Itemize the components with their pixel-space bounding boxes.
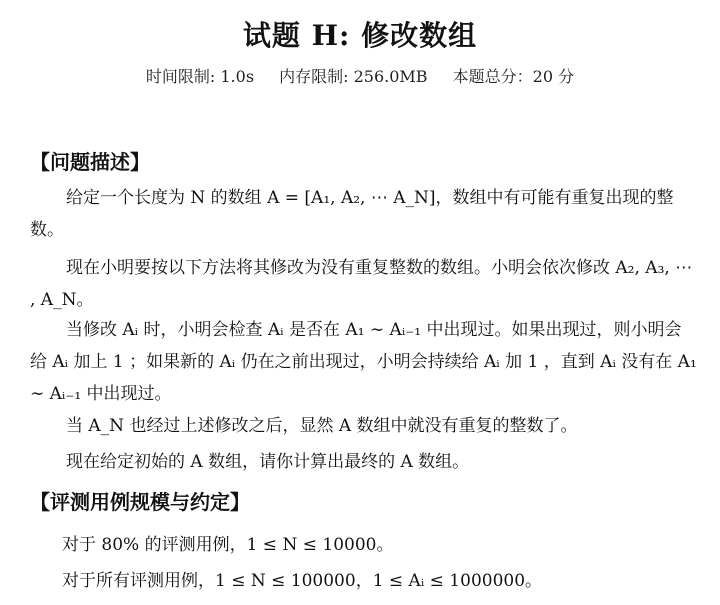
description-heading: 【问题描述】 <box>30 150 150 174</box>
constraint-line-1: 对于 80% 的评测用例，1 ≤ N ≤ 10000。 <box>62 535 394 555</box>
description-paragraph-3: 当修改 Aᵢ 时，小明会检查 Aᵢ 是否在 A₁ ∼ Aᵢ₋₁ 中出现过。如果出现过，则小明会给 Aᵢ 加上 1 ；如果新的 Aᵢ 仍在之前出现过，小明会持续给 Aᵢ 加 1 ，直到 Aᵢ 没有在 A₁ ∼ Aᵢ₋₁ 中出现过。 <box>30 320 697 404</box>
description-paragraph-2: 现在小明要按以下方法将其修改为没有重复整数的数组。小明会依次修改 A₂, A₃, ⋯ , A_N。 <box>30 258 693 310</box>
constraints-heading: 【评测用例规模与约定】 <box>30 490 250 514</box>
total-score: 本题总分：20 分 <box>452 67 575 86</box>
description-paragraph-5: 现在给定初始的 A 数组，请你计算出最终的 A 数组。 <box>66 452 470 472</box>
problem-meta <box>0 64 720 87</box>
description-paragraph-4: 当 A_N 也经过上述修改之后，显然 A 数组中就没有重复的整数了。 <box>66 416 578 436</box>
time-limit: 时间限制: 1.0s <box>145 67 255 86</box>
description-paragraph-1: 给定一个长度为 N 的数组 A = [A₁, A₂, ⋯ A_N]，数组中有可能有重复出现的整数。 <box>30 188 674 240</box>
constraint-line-2: 对于所有评测用例，1 ≤ N ≤ 100000，1 ≤ Aᵢ ≤ 1000000。 <box>62 571 543 591</box>
memory-limit: 内存限制: 256.0MB <box>279 67 428 86</box>
problem-title: 试题 H: 修改数组 <box>242 19 478 52</box>
